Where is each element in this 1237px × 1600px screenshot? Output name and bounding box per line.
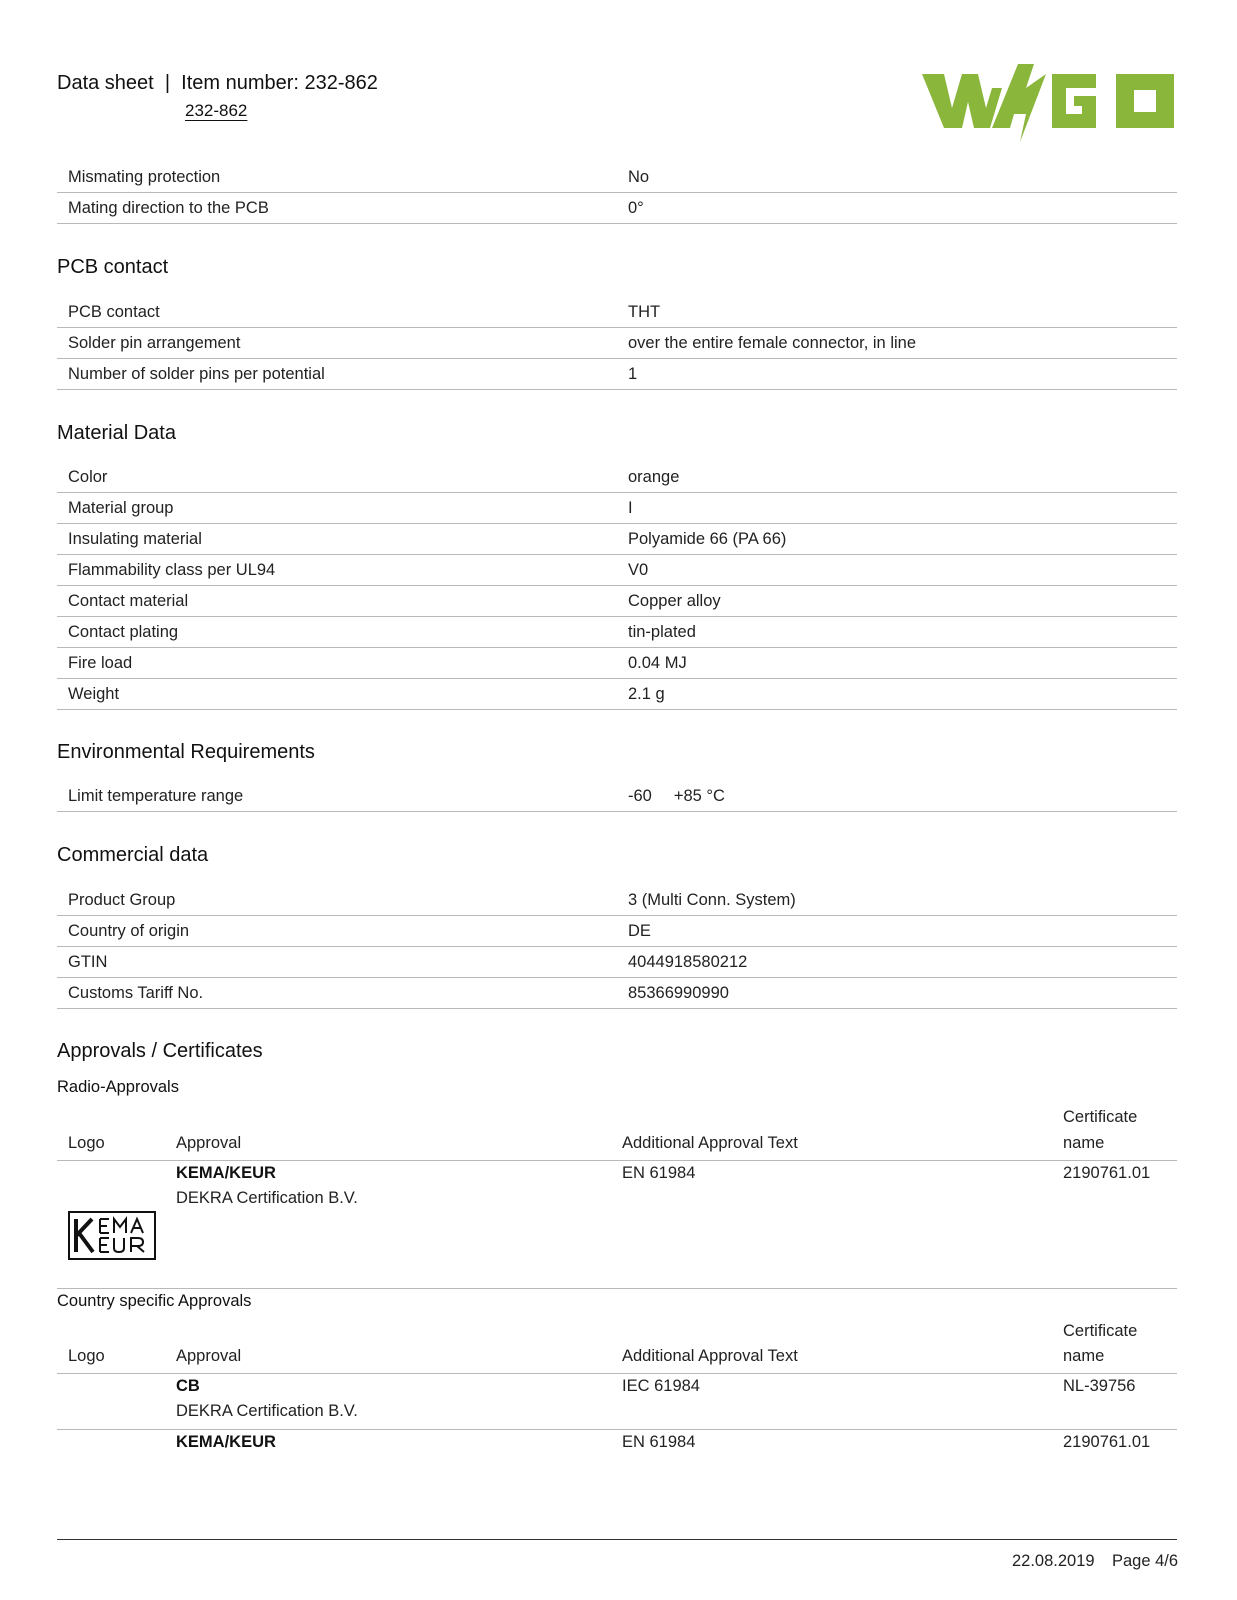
spec-row xyxy=(57,524,1177,555)
spec-value: Polyamide 66 (PA 66) xyxy=(628,530,787,548)
subsection-title-radio: Radio-Approvals xyxy=(57,1078,179,1096)
section-title-environment: Environmental Requirements xyxy=(57,741,315,763)
spec-label: Customs Tariff No. xyxy=(68,984,204,1002)
spec-value: orange xyxy=(628,468,680,486)
spec-value: 4044918580212 xyxy=(628,953,748,971)
item-number-link[interactable]: 232-862 xyxy=(185,101,248,120)
spec-label: Contact material xyxy=(68,592,189,610)
footer-date: 22.08.2019 xyxy=(1012,1552,1095,1570)
approval-name: CB xyxy=(176,1377,200,1395)
footer-divider xyxy=(57,1539,1177,1540)
column-header-certificate-name: name xyxy=(1063,1347,1105,1365)
spec-row xyxy=(57,885,1177,916)
spec-row xyxy=(57,947,1177,978)
section-title-pcb-contact: PCB contact xyxy=(57,256,169,278)
approval-additional-text: IEC 61984 xyxy=(622,1377,700,1395)
spec-row xyxy=(57,586,1177,617)
spec-label: Product Group xyxy=(68,891,176,909)
spec-label: Color xyxy=(68,468,108,486)
spec-row xyxy=(57,679,1177,710)
spec-value: I xyxy=(628,499,633,517)
table-divider xyxy=(57,1160,1177,1161)
spec-value: No xyxy=(628,168,650,186)
spec-label: Country of origin xyxy=(68,922,190,940)
spec-label: Mating direction to the PCB xyxy=(68,199,269,217)
spec-label: Weight xyxy=(68,685,120,703)
spec-value: 0° xyxy=(628,199,644,217)
spec-label: Material group xyxy=(68,499,174,517)
temp-max: +85 °C xyxy=(673,787,725,805)
spec-label: PCB contact xyxy=(68,303,160,321)
spec-value: 1 xyxy=(628,365,638,383)
column-header-additional: Additional Approval Text xyxy=(622,1134,798,1152)
spec-value: Copper alloy xyxy=(628,592,721,610)
approval-additional-text: EN 61984 xyxy=(622,1433,696,1451)
spec-value xyxy=(628,787,725,806)
spec-row xyxy=(57,162,1177,193)
spec-row xyxy=(57,555,1177,586)
spec-row xyxy=(57,193,1177,224)
spec-label: Limit temperature range xyxy=(68,787,244,805)
spec-value: DE xyxy=(628,922,651,940)
approval-issuer: DEKRA Certification B.V. xyxy=(176,1402,358,1420)
column-header-approval: Approval xyxy=(176,1347,242,1365)
certificate-name: 2190761.01 xyxy=(1063,1164,1151,1182)
table-divider xyxy=(57,1288,1177,1289)
column-header-certificate-name: name xyxy=(1063,1134,1105,1152)
spec-row xyxy=(57,359,1177,390)
spec-row xyxy=(57,493,1177,524)
spec-row xyxy=(57,462,1177,493)
table-divider xyxy=(57,1373,1177,1374)
spec-label: Insulating material xyxy=(68,530,202,548)
certificate-name: 2190761.01 xyxy=(1063,1433,1151,1451)
spec-value: V0 xyxy=(628,561,649,579)
spec-value: tin-plated xyxy=(628,623,696,641)
table-divider xyxy=(57,1429,1177,1430)
section-title-material: Material Data xyxy=(57,422,176,444)
column-header-logo: Logo xyxy=(68,1347,105,1365)
spec-row xyxy=(57,617,1177,648)
column-header-approval: Approval xyxy=(176,1134,242,1152)
spec-label: Fire load xyxy=(68,654,133,672)
spec-label: Flammability class per UL94 xyxy=(68,561,276,579)
wago-logo xyxy=(922,58,1180,144)
spec-value: 0.04 MJ xyxy=(628,654,687,672)
spec-label: Mismating protection xyxy=(68,168,221,186)
certificate-name: NL-39756 xyxy=(1063,1377,1136,1395)
column-header-additional: Additional Approval Text xyxy=(622,1347,798,1365)
approval-name: KEMA/KEUR xyxy=(176,1164,276,1182)
section-title-commercial: Commercial data xyxy=(57,844,209,866)
spec-label: GTIN xyxy=(68,953,108,971)
approval-additional-text: EN 61984 xyxy=(622,1164,696,1182)
temp-min: -60 xyxy=(628,787,652,805)
approval-issuer: DEKRA Certification B.V. xyxy=(176,1189,358,1207)
spec-row xyxy=(57,648,1177,679)
spec-row xyxy=(57,978,1177,1009)
approval-name: KEMA/KEUR xyxy=(176,1433,276,1451)
spec-row xyxy=(57,328,1177,359)
spec-label: Solder pin arrangement xyxy=(68,334,241,352)
spec-value: 2.1 g xyxy=(628,685,665,703)
spec-value: THT xyxy=(628,303,661,321)
column-header-logo: Logo xyxy=(68,1134,105,1152)
column-header-certificate: Certificate xyxy=(1063,1322,1138,1340)
spec-value: over the entire female connector, in line xyxy=(628,334,917,352)
spec-label: Number of solder pins per potential xyxy=(68,365,325,383)
footer-page-number: Page 4/6 xyxy=(1112,1552,1179,1570)
column-header-certificate: Certificate xyxy=(1063,1108,1138,1126)
spec-label: Contact plating xyxy=(68,623,179,641)
kema-keur-logo xyxy=(68,1211,156,1260)
page-title: Data sheet | Item number: 232-862 xyxy=(57,72,378,94)
subsection-title-country: Country specific Approvals xyxy=(57,1292,252,1310)
spec-row xyxy=(57,297,1177,328)
spec-row xyxy=(57,916,1177,947)
spec-value: 85366990990 xyxy=(628,984,729,1002)
spec-row xyxy=(57,781,1177,812)
section-title-approvals: Approvals / Certificates xyxy=(57,1040,263,1062)
spec-value: 3 (Multi Conn. System) xyxy=(628,891,796,909)
